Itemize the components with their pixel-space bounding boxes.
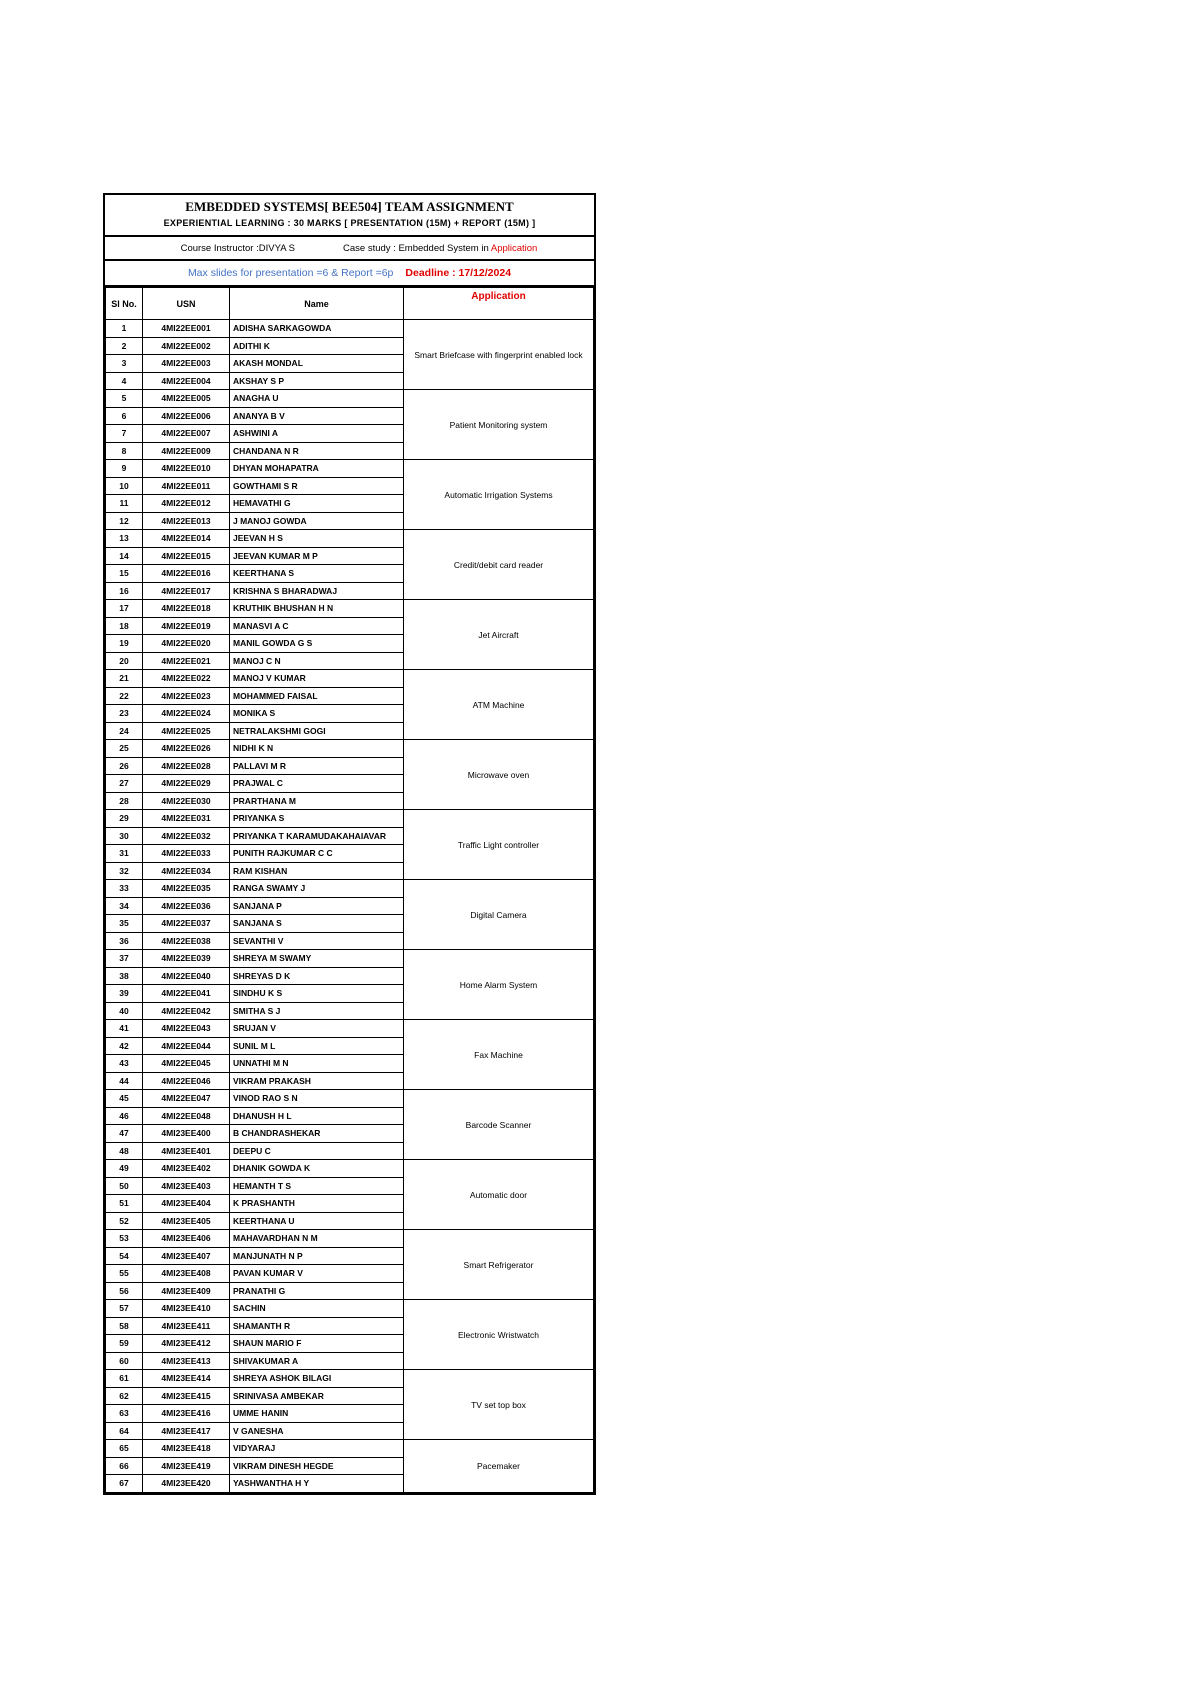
- sl-cell: 34: [106, 897, 143, 915]
- sl-cell: 10: [106, 477, 143, 495]
- table-row: [106, 1160, 594, 1178]
- usn-cell: 4MI22EE019: [143, 617, 230, 635]
- name-cell: PALLAVI M R: [230, 757, 404, 775]
- sl-cell: 36: [106, 932, 143, 950]
- sl-cell: 14: [106, 547, 143, 565]
- usn-cell: 4MI22EE042: [143, 1002, 230, 1020]
- sl-cell: 54: [106, 1247, 143, 1265]
- sl-cell: 55: [106, 1265, 143, 1283]
- name-cell: DEEPU C: [230, 1142, 404, 1160]
- sl-cell: 26: [106, 757, 143, 775]
- usn-cell: 4MI23EE408: [143, 1265, 230, 1283]
- sl-cell: 64: [106, 1422, 143, 1440]
- application-cell: TV set top box: [404, 1370, 594, 1440]
- name-cell: PRARTHANA M: [230, 792, 404, 810]
- name-cell: JEEVAN H S: [230, 530, 404, 548]
- sl-cell: 66: [106, 1457, 143, 1475]
- usn-cell: 4MI22EE005: [143, 390, 230, 408]
- usn-cell: 4MI23EE413: [143, 1352, 230, 1370]
- usn-cell: 4MI22EE034: [143, 862, 230, 880]
- name-cell: SINDHU K S: [230, 985, 404, 1003]
- sl-cell: 63: [106, 1405, 143, 1423]
- name-cell: VINOD RAO S N: [230, 1090, 404, 1108]
- usn-cell: 4MI22EE013: [143, 512, 230, 530]
- name-cell: MANIL GOWDA G S: [230, 635, 404, 653]
- case-study-prefix: Case study : Embedded System in: [343, 242, 491, 254]
- sl-cell: 16: [106, 582, 143, 600]
- name-cell: ADITHI K: [230, 337, 404, 355]
- sl-cell: 40: [106, 1002, 143, 1020]
- name-cell: MOHAMMED FAISAL: [230, 687, 404, 705]
- table-row: [106, 950, 594, 968]
- application-cell: Pacemaker: [404, 1440, 594, 1493]
- application-cell: Home Alarm System: [404, 950, 594, 1020]
- application-cell: ATM Machine: [404, 670, 594, 740]
- name-cell: J MANOJ GOWDA: [230, 512, 404, 530]
- application-cell: Patient Monitoring system: [404, 390, 594, 460]
- usn-cell: 4MI22EE007: [143, 425, 230, 443]
- name-cell: SHAUN MARIO F: [230, 1335, 404, 1353]
- application-cell: Credit/debit card reader: [404, 530, 594, 600]
- col-application: Application: [404, 288, 594, 320]
- usn-cell: 4MI23EE415: [143, 1387, 230, 1405]
- usn-cell: 4MI23EE416: [143, 1405, 230, 1423]
- name-cell: AKSHAY S P: [230, 372, 404, 390]
- sl-cell: 17: [106, 600, 143, 618]
- name-cell: MANASVI A C: [230, 617, 404, 635]
- sl-cell: 11: [106, 495, 143, 513]
- name-cell: PAVAN KUMAR V: [230, 1265, 404, 1283]
- sl-cell: 57: [106, 1300, 143, 1318]
- usn-cell: 4MI23EE420: [143, 1475, 230, 1493]
- usn-cell: 4MI22EE001: [143, 320, 230, 338]
- name-cell: MAHAVARDHAN N M: [230, 1230, 404, 1248]
- sl-cell: 37: [106, 950, 143, 968]
- usn-cell: 4MI22EE023: [143, 687, 230, 705]
- name-cell: CHANDANA N R: [230, 442, 404, 460]
- sl-cell: 4: [106, 372, 143, 390]
- name-cell: ANAGHA U: [230, 390, 404, 408]
- sl-cell: 47: [106, 1125, 143, 1143]
- usn-cell: 4MI23EE414: [143, 1370, 230, 1388]
- table-row: [106, 810, 594, 828]
- usn-cell: 4MI23EE410: [143, 1300, 230, 1318]
- name-cell: PRIYANKA S: [230, 810, 404, 828]
- sl-cell: 44: [106, 1072, 143, 1090]
- sl-cell: 62: [106, 1387, 143, 1405]
- sl-cell: 43: [106, 1055, 143, 1073]
- usn-cell: 4MI22EE014: [143, 530, 230, 548]
- sl-cell: 61: [106, 1370, 143, 1388]
- name-cell: RANGA SWAMY J: [230, 880, 404, 898]
- usn-cell: 4MI22EE044: [143, 1037, 230, 1055]
- name-cell: ASHWINI A: [230, 425, 404, 443]
- usn-cell: 4MI22EE036: [143, 897, 230, 915]
- application-cell: Electronic Wristwatch: [404, 1300, 594, 1370]
- usn-cell: 4MI23EE404: [143, 1195, 230, 1213]
- sl-cell: 7: [106, 425, 143, 443]
- max-slides-note: Max slides for presentation =6 & Report =6p: [187, 267, 394, 279]
- name-cell: SMITHA S J: [230, 1002, 404, 1020]
- name-cell: PUNITH RAJKUMAR C C: [230, 845, 404, 863]
- name-cell: RAM KISHAN: [230, 862, 404, 880]
- sl-cell: 18: [106, 617, 143, 635]
- sheet-subtitle: EXPERIENTIAL LEARNING : 30 MARKS [ PRESENTATION (15M) + REPORT (15M) ]: [163, 218, 536, 228]
- usn-cell: 4MI22EE017: [143, 582, 230, 600]
- name-cell: SHREYA M SWAMY: [230, 950, 404, 968]
- name-cell: NETRALAKSHMI GOGI: [230, 722, 404, 740]
- sl-cell: 20: [106, 652, 143, 670]
- usn-cell: 4MI23EE405: [143, 1212, 230, 1230]
- name-cell: V GANESHA: [230, 1422, 404, 1440]
- usn-cell: 4MI22EE037: [143, 915, 230, 933]
- sl-cell: 50: [106, 1177, 143, 1195]
- name-cell: SHAMANTH R: [230, 1317, 404, 1335]
- name-cell: K PRASHANTH: [230, 1195, 404, 1213]
- usn-cell: 4MI22EE038: [143, 932, 230, 950]
- sl-cell: 52: [106, 1212, 143, 1230]
- name-cell: GOWTHAMI S R: [230, 477, 404, 495]
- name-cell: PRANATHI G: [230, 1282, 404, 1300]
- application-cell: Barcode Scanner: [404, 1090, 594, 1160]
- sl-cell: 49: [106, 1160, 143, 1178]
- usn-cell: 4MI23EE403: [143, 1177, 230, 1195]
- sl-cell: 27: [106, 775, 143, 793]
- application-cell: Jet Aircraft: [404, 600, 594, 670]
- usn-cell: 4MI23EE417: [143, 1422, 230, 1440]
- name-cell: YASHWANTHA H Y: [230, 1475, 404, 1493]
- sl-cell: 24: [106, 722, 143, 740]
- usn-cell: 4MI22EE032: [143, 827, 230, 845]
- name-cell: HEMAVATHI G: [230, 495, 404, 513]
- usn-cell: 4MI22EE043: [143, 1020, 230, 1038]
- usn-cell: 4MI22EE039: [143, 950, 230, 968]
- sl-cell: 25: [106, 740, 143, 758]
- name-cell: SRUJAN V: [230, 1020, 404, 1038]
- table-row: [106, 320, 594, 338]
- usn-cell: 4MI22EE033: [143, 845, 230, 863]
- usn-cell: 4MI22EE028: [143, 757, 230, 775]
- usn-cell: 4MI22EE035: [143, 880, 230, 898]
- name-cell: NIDHI K N: [230, 740, 404, 758]
- sl-cell: 33: [106, 880, 143, 898]
- usn-cell: 4MI22EE006: [143, 407, 230, 425]
- usn-cell: 4MI23EE411: [143, 1317, 230, 1335]
- sl-cell: 21: [106, 670, 143, 688]
- application-cell: Microwave oven: [404, 740, 594, 810]
- sl-cell: 31: [106, 845, 143, 863]
- table-row: [106, 1020, 594, 1038]
- name-cell: B CHANDRASHEKAR: [230, 1125, 404, 1143]
- name-cell: SUNIL M L: [230, 1037, 404, 1055]
- sl-cell: 15: [106, 565, 143, 583]
- usn-cell: 4MI22EE047: [143, 1090, 230, 1108]
- name-cell: SEVANTHI V: [230, 932, 404, 950]
- name-cell: UNNATHI M N: [230, 1055, 404, 1073]
- usn-cell: 4MI22EE018: [143, 600, 230, 618]
- name-cell: VIKRAM PRAKASH: [230, 1072, 404, 1090]
- table-header-row: [106, 288, 594, 320]
- usn-cell: 4MI22EE045: [143, 1055, 230, 1073]
- usn-cell: 4MI22EE022: [143, 670, 230, 688]
- student-table: [105, 287, 594, 1493]
- sl-cell: 8: [106, 442, 143, 460]
- name-cell: HEMANTH T S: [230, 1177, 404, 1195]
- sl-cell: 41: [106, 1020, 143, 1038]
- usn-cell: 4MI22EE040: [143, 967, 230, 985]
- col-usn: USN: [143, 288, 230, 320]
- name-cell: DHYAN MOHAPATRA: [230, 460, 404, 478]
- application-cell: Fax Machine: [404, 1020, 594, 1090]
- table-row: [106, 1090, 594, 1108]
- application-cell: Smart Briefcase with fingerprint enabled lock: [404, 320, 594, 390]
- case-study-highlight: Application: [490, 242, 538, 254]
- name-cell: MANJUNATH N P: [230, 1247, 404, 1265]
- usn-cell: 4MI22EE024: [143, 705, 230, 723]
- sl-cell: 13: [106, 530, 143, 548]
- sl-cell: 30: [106, 827, 143, 845]
- sl-cell: 45: [106, 1090, 143, 1108]
- sl-cell: 23: [106, 705, 143, 723]
- sl-cell: 32: [106, 862, 143, 880]
- sl-cell: 42: [106, 1037, 143, 1055]
- table-row: [106, 880, 594, 898]
- name-cell: VIKRAM DINESH HEGDE: [230, 1457, 404, 1475]
- deadline: Deadline : 17/12/2024: [405, 267, 512, 279]
- assignment-sheet: [103, 193, 596, 1495]
- sl-cell: 51: [106, 1195, 143, 1213]
- sl-cell: 5: [106, 390, 143, 408]
- name-cell: SANJANA P: [230, 897, 404, 915]
- usn-cell: 4MI22EE031: [143, 810, 230, 828]
- table-row: [106, 460, 594, 478]
- sl-cell: 56: [106, 1282, 143, 1300]
- sl-cell: 48: [106, 1142, 143, 1160]
- sl-cell: 19: [106, 635, 143, 653]
- sl-cell: 22: [106, 687, 143, 705]
- sl-cell: 39: [106, 985, 143, 1003]
- name-cell: UMME HANIN: [230, 1405, 404, 1423]
- sl-cell: 35: [106, 915, 143, 933]
- name-cell: ANANYA B V: [230, 407, 404, 425]
- name-cell: SANJANA S: [230, 915, 404, 933]
- usn-cell: 4MI23EE401: [143, 1142, 230, 1160]
- sl-cell: 3: [106, 355, 143, 373]
- col-name: Name: [230, 288, 404, 320]
- sl-cell: 65: [106, 1440, 143, 1458]
- table-body: [106, 320, 594, 1493]
- usn-cell: 4MI22EE025: [143, 722, 230, 740]
- table-row: [106, 1440, 594, 1458]
- name-cell: KRUTHIK BHUSHAN H N: [230, 600, 404, 618]
- usn-cell: 4MI22EE048: [143, 1107, 230, 1125]
- sl-cell: 12: [106, 512, 143, 530]
- table-row: [106, 1370, 594, 1388]
- application-cell: Automatic door: [404, 1160, 594, 1230]
- application-cell: Automatic Irrigation Systems: [404, 460, 594, 530]
- usn-cell: 4MI22EE030: [143, 792, 230, 810]
- usn-cell: 4MI22EE016: [143, 565, 230, 583]
- table-row: [106, 390, 594, 408]
- case-study: [295, 243, 594, 254]
- sl-cell: 60: [106, 1352, 143, 1370]
- col-sl-no: Sl No.: [106, 288, 143, 320]
- name-cell: JEEVAN KUMAR M P: [230, 547, 404, 565]
- name-cell: MANOJ C N: [230, 652, 404, 670]
- usn-cell: 4MI22EE015: [143, 547, 230, 565]
- table-row: [106, 670, 594, 688]
- sl-cell: 38: [106, 967, 143, 985]
- name-cell: KRISHNA S BHARADWAJ: [230, 582, 404, 600]
- table-row: [106, 1230, 594, 1248]
- sl-cell: 1: [106, 320, 143, 338]
- sl-cell: 46: [106, 1107, 143, 1125]
- sl-cell: 28: [106, 792, 143, 810]
- usn-cell: 4MI22EE046: [143, 1072, 230, 1090]
- name-cell: KEERTHANA S: [230, 565, 404, 583]
- usn-cell: 4MI23EE406: [143, 1230, 230, 1248]
- name-cell: SACHIN: [230, 1300, 404, 1318]
- title-block: [105, 195, 594, 237]
- usn-cell: 4MI22EE020: [143, 635, 230, 653]
- application-cell: Smart Refrigerator: [404, 1230, 594, 1300]
- usn-cell: 4MI23EE419: [143, 1457, 230, 1475]
- usn-cell: 4MI23EE412: [143, 1335, 230, 1353]
- usn-cell: 4MI22EE012: [143, 495, 230, 513]
- usn-cell: 4MI23EE418: [143, 1440, 230, 1458]
- usn-cell: 4MI22EE003: [143, 355, 230, 373]
- usn-cell: 4MI22EE021: [143, 652, 230, 670]
- usn-cell: 4MI22EE026: [143, 740, 230, 758]
- usn-cell: 4MI23EE409: [143, 1282, 230, 1300]
- sl-cell: 6: [106, 407, 143, 425]
- name-cell: DHANIK GOWDA K: [230, 1160, 404, 1178]
- name-cell: VIDYARAJ: [230, 1440, 404, 1458]
- usn-cell: 4MI22EE029: [143, 775, 230, 793]
- usn-cell: 4MI22EE002: [143, 337, 230, 355]
- sl-cell: 58: [106, 1317, 143, 1335]
- sl-cell: 2: [106, 337, 143, 355]
- usn-cell: 4MI22EE009: [143, 442, 230, 460]
- table-row: [106, 530, 594, 548]
- name-cell: SRINIVASA AMBEKAR: [230, 1387, 404, 1405]
- usn-cell: 4MI22EE041: [143, 985, 230, 1003]
- table-row: [106, 600, 594, 618]
- name-cell: SHREYAS D K: [230, 967, 404, 985]
- table-row: [106, 1300, 594, 1318]
- usn-cell: 4MI23EE407: [143, 1247, 230, 1265]
- usn-cell: 4MI23EE402: [143, 1160, 230, 1178]
- sl-cell: 53: [106, 1230, 143, 1248]
- usn-cell: 4MI22EE004: [143, 372, 230, 390]
- name-cell: SHREYA ASHOK BILAGI: [230, 1370, 404, 1388]
- slides-row: [105, 261, 594, 287]
- name-cell: AKASH MONDAL: [230, 355, 404, 373]
- name-cell: PRIYANKA T KARAMUDAKAHAIAVAR: [230, 827, 404, 845]
- sl-cell: 59: [106, 1335, 143, 1353]
- name-cell: PRAJWAL C: [230, 775, 404, 793]
- course-instructor: Course Instructor :DIVYA S: [180, 242, 295, 254]
- sl-cell: 67: [106, 1475, 143, 1493]
- usn-cell: 4MI22EE011: [143, 477, 230, 495]
- application-cell: Traffic Light controller: [404, 810, 594, 880]
- table-row: [106, 740, 594, 758]
- name-cell: SHIVAKUMAR A: [230, 1352, 404, 1370]
- name-cell: MANOJ V KUMAR: [230, 670, 404, 688]
- instructor-row: [105, 237, 594, 261]
- sheet-title: EMBEDDED SYSTEMS[ BEE504] TEAM ASSIGNMENT: [185, 199, 514, 214]
- name-cell: MONIKA S: [230, 705, 404, 723]
- application-cell: Digital Camera: [404, 880, 594, 950]
- sl-cell: 29: [106, 810, 143, 828]
- sl-cell: 9: [106, 460, 143, 478]
- name-cell: KEERTHANA U: [230, 1212, 404, 1230]
- usn-cell: 4MI23EE400: [143, 1125, 230, 1143]
- usn-cell: 4MI22EE010: [143, 460, 230, 478]
- name-cell: ADISHA SARKAGOWDA: [230, 320, 404, 338]
- name-cell: DHANUSH H L: [230, 1107, 404, 1125]
